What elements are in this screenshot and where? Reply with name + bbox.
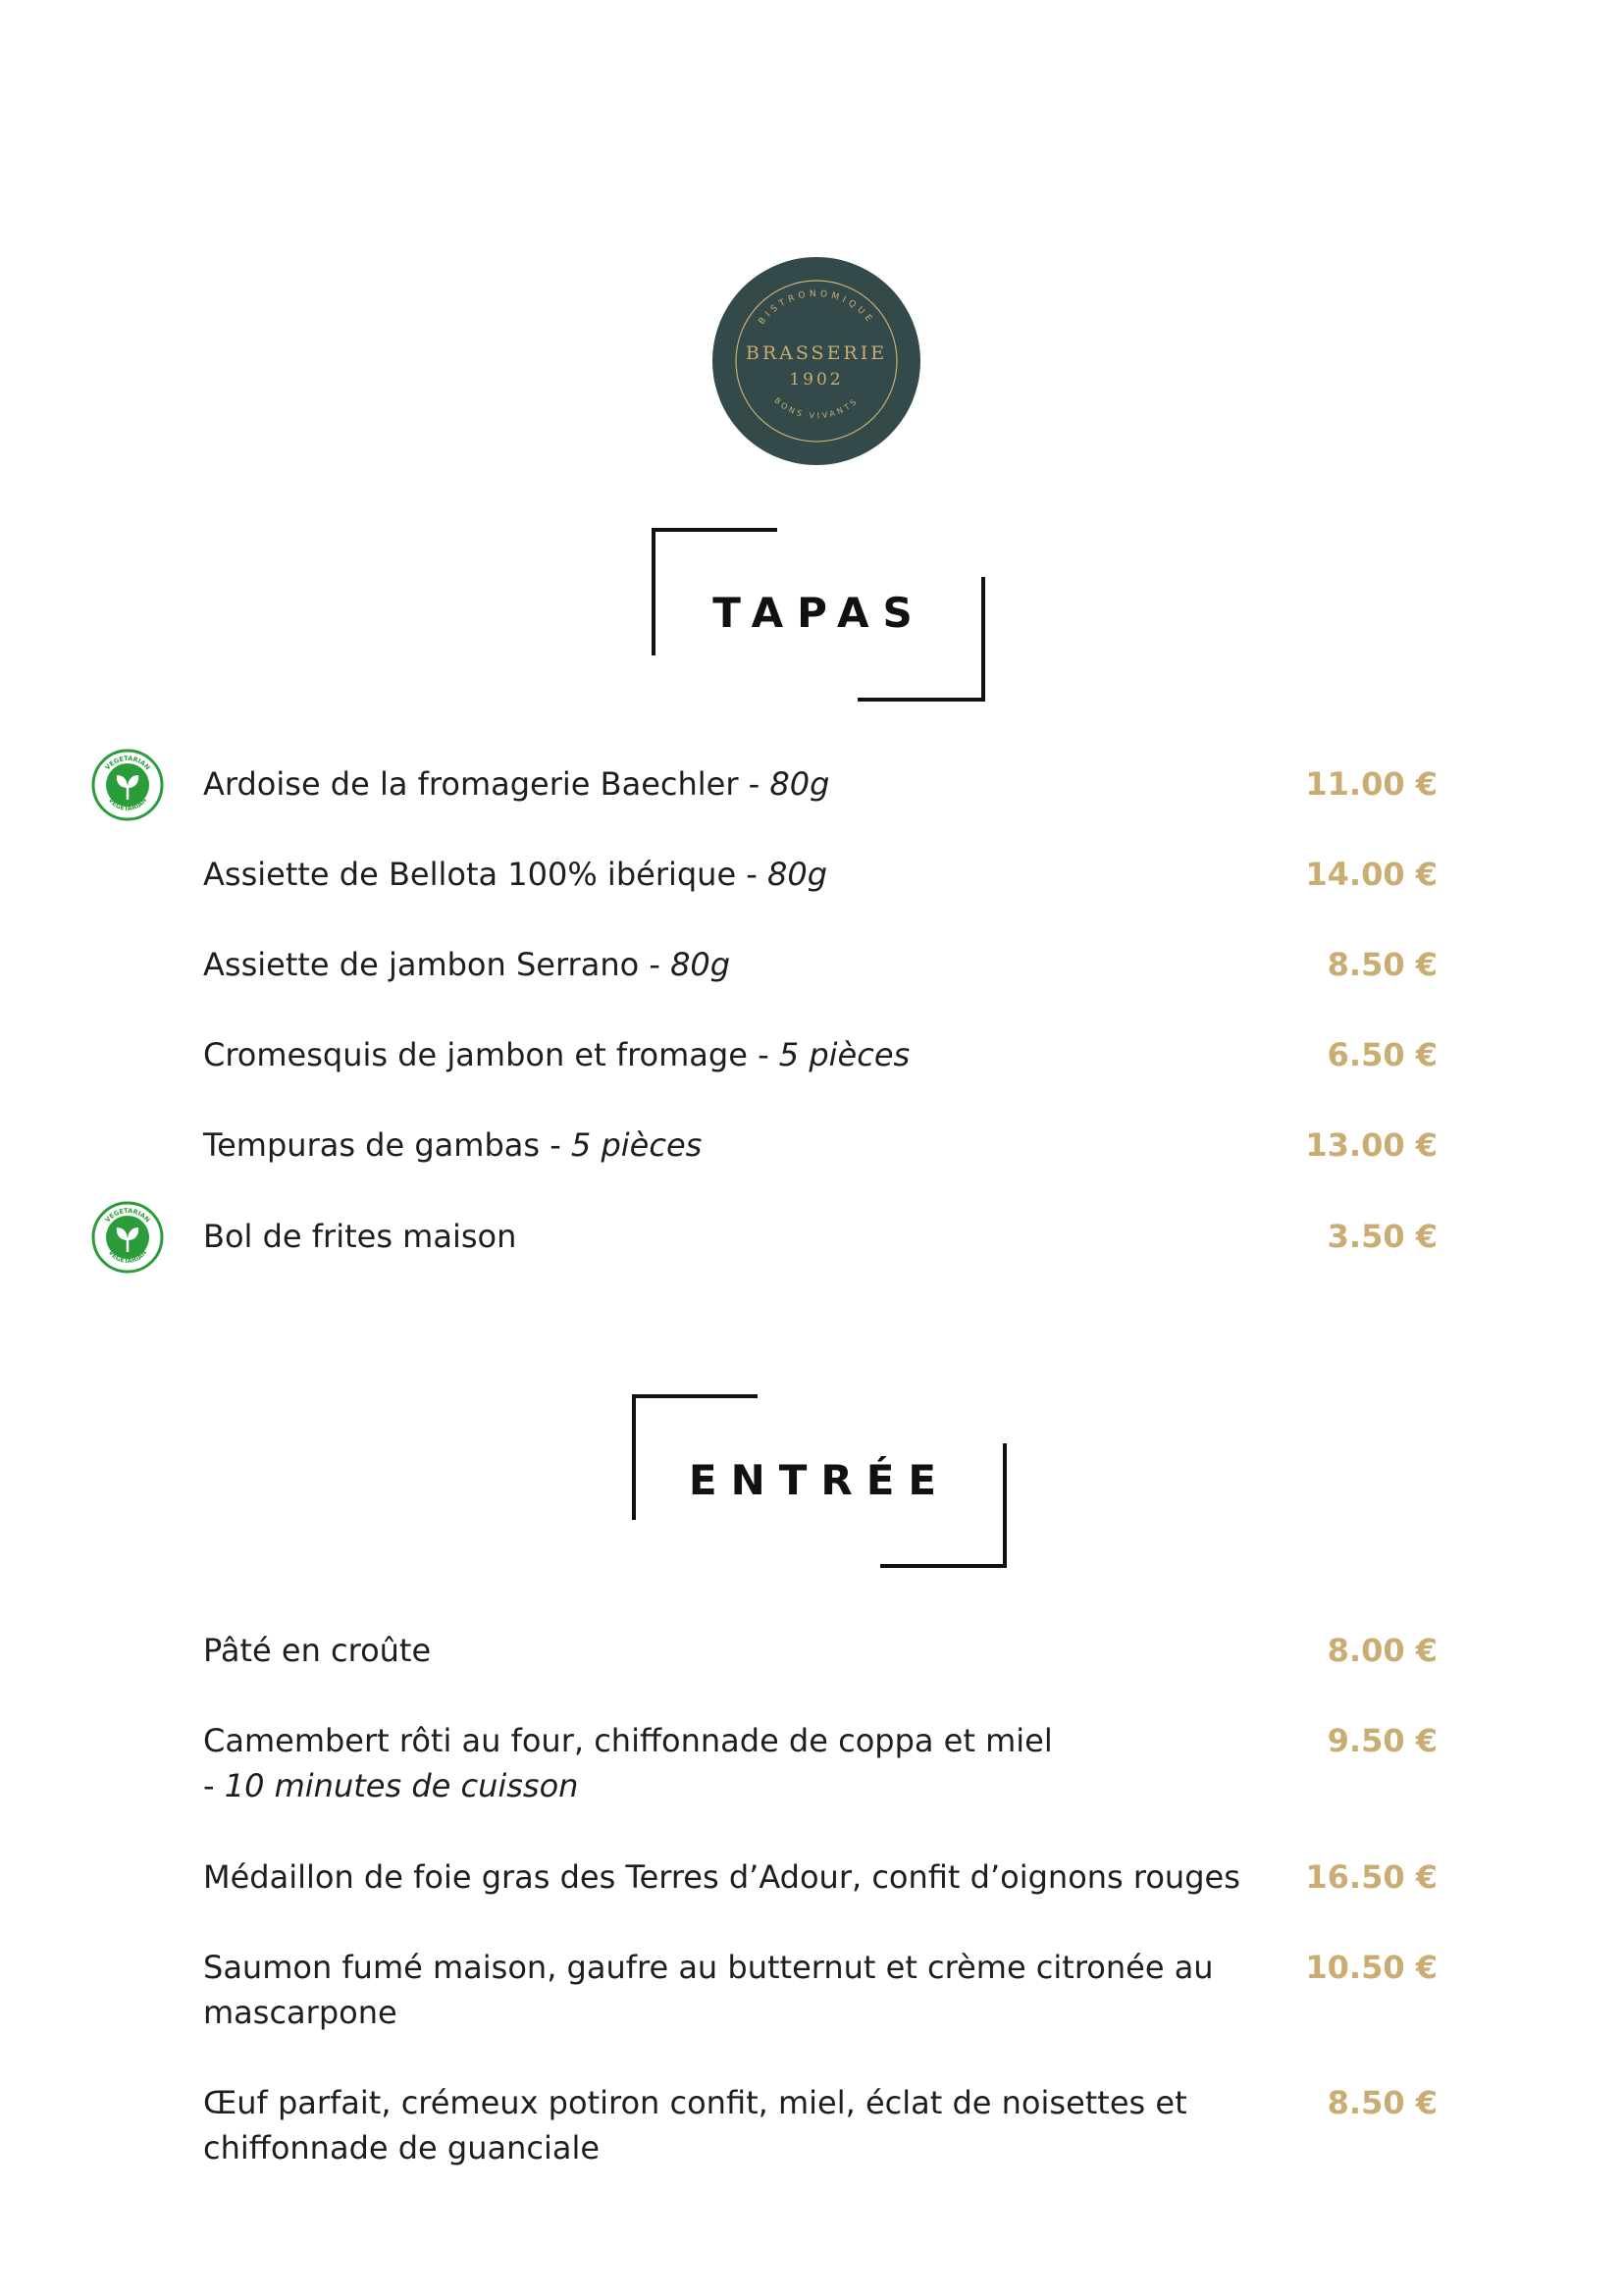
menu-item-name: Œuf parfait, crémeux potiron confit, miel, éclat de noisettes et chiffonnade de guanciale (203, 2084, 1187, 2166)
svg-text:VEGETARIAN: VEGETARIAN (103, 1206, 152, 1225)
vegetarian-badge-icon (91, 1201, 164, 1274)
menu-item-name: Ardoise de la fromagerie Baechler - 80g (203, 765, 830, 803)
menu-item-price: 11.00 € (1305, 765, 1438, 803)
menu-item-name: Bol de frites maison (203, 1218, 517, 1255)
tapas-title: TAPAS (712, 589, 926, 637)
menu-item-name: Saumon fumé maison, gaufre au butternut et crème citronée au mascarpone (203, 1949, 1214, 2031)
menu-item-price: 10.50 € (1305, 1949, 1438, 1986)
menu-item-price: 9.50 € (1327, 1722, 1438, 1759)
menu-item-name: Médaillon de foie gras des Terres d’Adour, confit d’oignons rouges (203, 1858, 1240, 1896)
svg-text:VEGETARIAN: VEGETARIAN (106, 1248, 149, 1266)
menu-item-price: 13.00 € (1305, 1126, 1438, 1164)
svg-text:VEGETARIAN: VEGETARIAN (106, 796, 149, 813)
menu-item-name: Assiette de jambon Serrano - 80g (203, 946, 731, 983)
menu-item-name: Assiette de Bellota 100% ibérique - 80g (203, 856, 828, 893)
menu-item-price: 8.50 € (1327, 946, 1438, 983)
logo-name: BRASSERIE (745, 342, 888, 364)
menu-item-price: 14.00 € (1305, 856, 1438, 893)
logo-year: 1902 (789, 370, 844, 390)
logo-bottom-text: BONS VIVANTS (772, 395, 861, 421)
vegetarian-badge-icon (91, 749, 164, 821)
brand-logo (712, 257, 920, 465)
entree-title: ENTRÉE (688, 1456, 951, 1504)
menu-item-price: 3.50 € (1327, 1218, 1438, 1255)
menu-item-price: 6.50 € (1327, 1036, 1438, 1073)
menu-item-name: Camembert rôti au four, chiffonnade de coppa et miel - 10 minutes de cuisson (203, 1722, 1053, 1804)
menu-item-name: Tempuras de gambas - 5 pièces (203, 1126, 703, 1164)
menu-item-name: Pâté en croûte (203, 1632, 432, 1669)
menu-item-price: 16.50 € (1305, 1858, 1438, 1896)
menu-item-name: Cromesquis de jambon et fromage - 5 pièces (203, 1036, 911, 1073)
menu-item-price: 8.00 € (1327, 1632, 1438, 1669)
svg-text:VEGETARIAN: VEGETARIAN (103, 754, 152, 772)
menu-item-price: 8.50 € (1327, 2084, 1438, 2121)
logo-top-text: BISTRONOMIQUE (757, 288, 876, 327)
